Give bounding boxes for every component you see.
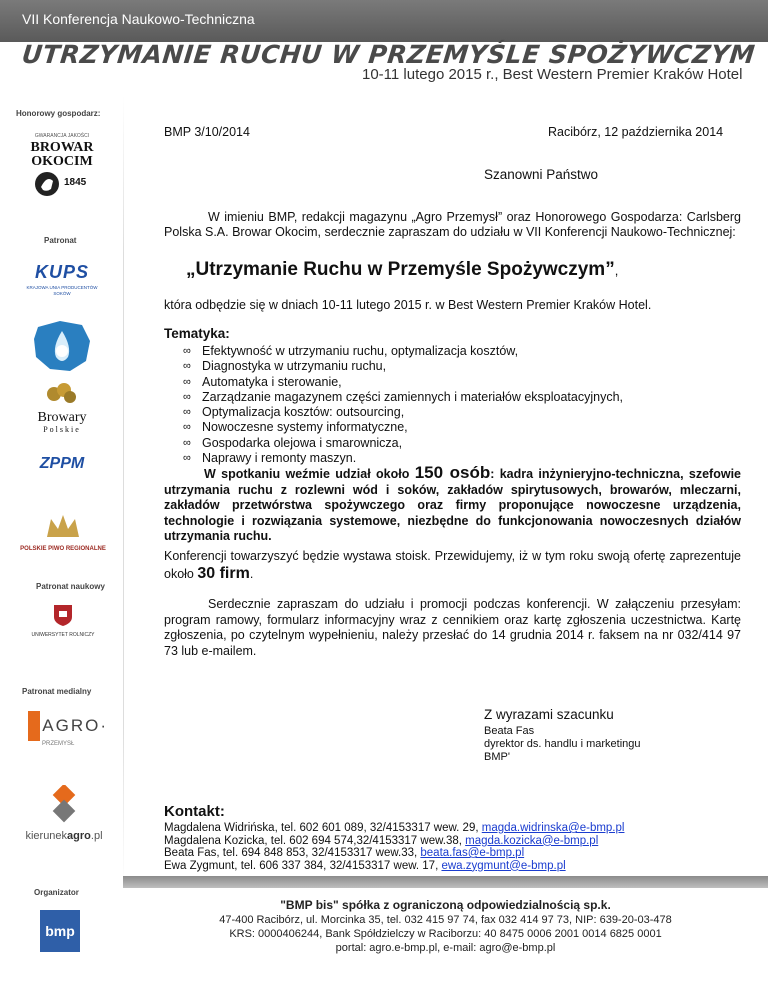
contact-row [164, 847, 624, 860]
bullet-icon: ∞ [183, 452, 191, 465]
agro-przemysl-logo: AGRO· PRZEMYSŁ [28, 711, 108, 747]
invite-paragraph: Serdecznie zapraszam do udziału i promocji podczas konferencji. W załączeniu przesyłam: program ramowy, formularz informacyjny wraz z cennikiem oraz kartę zgłoszenia uczestnictwa. Kartę zgłoszenia, po czytelnym wypełnieniu, należy przesłać do 14 grudnia 2014 r. faksem na nr 032/414 97 73 lub e-mailem. [164, 597, 741, 658]
contact-details: Magdalena Kozicka, tel. 602 694 574,32/4153317 wew.38, [164, 834, 466, 847]
header-bar [0, 0, 768, 42]
contact-row [164, 835, 624, 848]
contact-email-link[interactable]: magda.widrinska@e-bmp.pl [481, 822, 625, 834]
bullet-icon: ∞ [183, 421, 191, 434]
poland-map-logo [30, 317, 94, 375]
topic-text: Optymalizacja kosztów: outsourcing, [202, 405, 405, 420]
topic-text: Naprawy i remonty maszyn. [202, 451, 357, 466]
signature-block [484, 725, 641, 764]
topic-item [183, 390, 623, 405]
closing: Z wyrazami szacunku [484, 707, 614, 722]
bmp-logo: bmp [40, 910, 80, 952]
conference-label: VII Konferencja Naukowo-Techniczna [22, 11, 255, 27]
contact-details: Magdalena Widrińska, tel. 602 601 089, 32/4153317 wew. 29, [164, 822, 482, 834]
signer-role: dyrektor ds. handlu i marketingu [484, 738, 641, 750]
bullet-icon: ∞ [183, 436, 191, 449]
kierunekagro-logo: kierunekagro.pl [14, 785, 114, 842]
contact-list [164, 822, 624, 872]
contact-row [164, 860, 624, 873]
signer-org: BMP' [484, 751, 510, 763]
bullet-icon: ∞ [183, 390, 191, 403]
letter-reference: BMP 3/10/2014 [164, 125, 250, 139]
contact-row [164, 822, 624, 835]
crown-icon [43, 513, 83, 541]
footer-company: "BMP bis" spółka z ograniczoną odpowiedzialnością sp.k. [280, 898, 611, 912]
contact-details: Beata Fas, tel. 694 848 853, 32/4153317 wew.33, [164, 847, 421, 859]
polskie-piwo-regionalne-logo: POLSKIE PIWO REGIONALNE [18, 513, 108, 552]
conference-title: UTRZYMANIE RUCHU W PRZEMYŚLE SPOŻYWCZYM [20, 40, 757, 69]
event-place: która odbędzie się w dniach 10-11 lutego 2015 r. w Best Western Premier Kraków Hotel. [164, 298, 652, 312]
topic-text: Gospodarka olejowa i smarownicza, [202, 435, 403, 450]
topic-item [183, 344, 623, 359]
contact-email-link[interactable]: beata.fas@e-bmp.pl [420, 847, 525, 859]
university-logo: UNIWERSYTET ROLNICZY [18, 603, 108, 638]
topic-item [183, 436, 623, 451]
browary-polskie-logo: Browary Polskie [22, 380, 102, 434]
agro-orange-block-icon [28, 711, 40, 741]
kups-logo: KUPS KRAJOWA UNIA PRODUCENTÓW SOKÓW [26, 262, 98, 296]
topic-text: Zarządzanie magazynem części zamiennych i materiałów eksploatacyjnych, [202, 389, 624, 404]
organizer-label: Organizator [34, 888, 79, 897]
patronage-label: Patronat [44, 236, 77, 245]
topic-text: Nowoczesne systemy informatyczne, [202, 420, 408, 435]
signer-name: Beata Fas [484, 725, 535, 737]
media-patronage-label: Patronat medialny [22, 687, 92, 696]
topic-item [183, 375, 623, 390]
contact-details: Ewa Zygmunt, tel. 606 337 384, 32/4153317 wew. 17, [164, 859, 442, 872]
hops-icon [42, 380, 82, 406]
letter-place-date: Racibórz, 12 października 2014 [548, 125, 724, 139]
topics-list [183, 344, 623, 466]
bullet-icon: ∞ [183, 406, 191, 419]
browar-okocim-logo: GWARANCJA JAKOŚCI BROWAR OKOCIM 1845 [22, 133, 102, 199]
contact-heading: Kontakt: [164, 803, 225, 820]
contact-email-link[interactable]: ewa.zygmunt@e-bmp.pl [441, 859, 566, 872]
poland-map-icon [30, 317, 94, 375]
event-title: „Utrzymanie Ruchu w Przemyśle Spożywczym”, [186, 259, 619, 280]
expo-paragraph: Konferencji towarzyszyć będzie wystawa stoisk. Przewidujemy, iż w tym roku swoją ofertę zaprezentuje około 30 firm. [164, 549, 741, 582]
diamond-icon [44, 785, 84, 825]
contact-email-link[interactable]: magda.kozicka@e-bmp.pl [465, 834, 599, 847]
topic-item [183, 420, 623, 435]
bullet-icon: ∞ [183, 360, 191, 373]
topic-text: Efektywność w utrzymaniu ruchu, optymalizacja kosztów, [202, 344, 519, 358]
intro-paragraph: W imieniu BMP, redakcji magazynu „Agro Przemysł” oraz Honorowego Gospodarza: Carlsberg Polska S.A. Browar Okocim, serdecznie zapraszam do udziału w VII Konferencji Naukowo-Technicznej: [164, 210, 741, 239]
footer-band [123, 876, 768, 888]
footer-address: 47-400 Racibórz, ul. Morcinka 35, tel. 032 415 97 74, fax 032 414 97 73, NIP: 639-20-03-478 [219, 914, 672, 926]
honorary-host-label: Honorowy gospodarz: [16, 109, 101, 118]
bullet-icon: ∞ [183, 375, 191, 388]
topic-item [183, 359, 623, 374]
university-crest-icon [52, 603, 74, 627]
goat-icon [32, 169, 62, 199]
topics-heading: Tematyka: [164, 326, 230, 341]
audience-paragraph: W spotkaniu weźmie udział około 150 osób: kadra inżynieryjno-techniczna, szefowie utrzymania ruchu z rozlewni wód i soków, zakładów spirytusowych, browarów, mleczarni, zakładów przetwórstwa spożywczego oraz firmy proponujące nowoczesne urządzenia, technologie i rozwiązania systemowe, niezbędne do funkcjonowania nowoczesnych działów utrzymania ruchu. [164, 463, 741, 543]
topic-item [183, 405, 623, 420]
zppm-logo: ZPPM [39, 455, 85, 472]
topic-text: Diagnostyka w utrzymaniu ruchu, [202, 359, 387, 374]
conference-date-venue: 10-11 lutego 2015 r., Best Western Premier Kraków Hotel [362, 66, 743, 83]
topic-text: Automatyka i sterowanie, [202, 374, 342, 389]
salutation: Szanowni Państwo [484, 167, 599, 182]
scientific-patronage-label: Patronat naukowy [36, 582, 105, 591]
footer-registry: KRS: 0000406244, Bank Spółdzielczy w Raciborzu: 40 8475 0006 2001 0014 6825 0001 [229, 928, 662, 940]
footer-portal: portal: agro.e-bmp.pl, e-mail: agro@e-bmp.pl [335, 942, 556, 954]
bullet-icon: ∞ [183, 345, 191, 357]
sidebar-patrons [0, 95, 125, 939]
